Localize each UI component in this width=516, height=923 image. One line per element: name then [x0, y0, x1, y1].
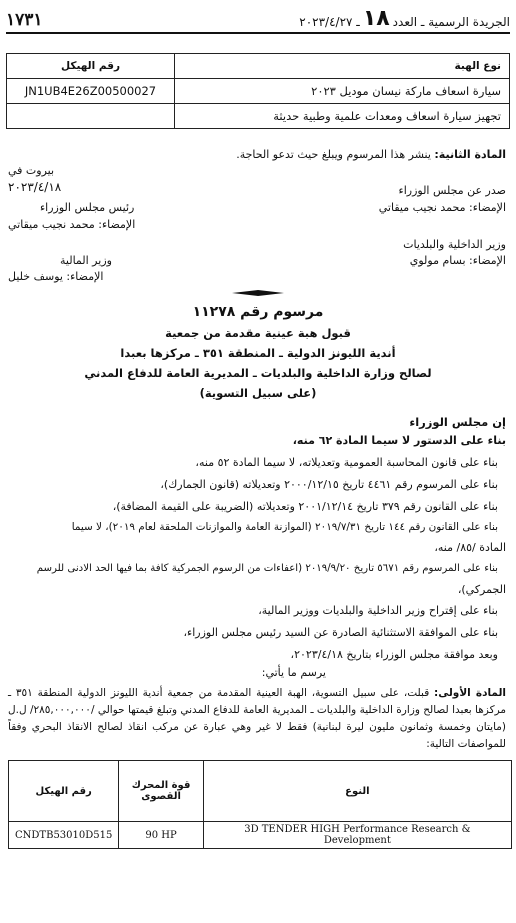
preamble-line: إن مجلس الوزراء: [409, 415, 506, 429]
article-one: [8, 685, 506, 753]
pm-signature: الإمضاء: محمد نجيب ميقاتي: [8, 218, 136, 231]
col-chassis-number: رقم الهيكل: [9, 761, 119, 822]
decree-subtitle-3: لصالح وزارة الداخلية والبلديات ـ المديرية العامة للدفاع المدني: [84, 366, 432, 380]
article-two-text: ينشر هذا المرسوم ويبلغ حيث تدعو الحاجة.: [236, 148, 435, 161]
decree-subtitle-2: أندية الليونز الدولية ـ المنطقة ٣٥١ ـ مركزها بعبدا: [120, 346, 396, 360]
cell-type: 3D TENDER HIGH Performance Research & Development: [203, 822, 511, 849]
preamble-line: بناء على المرسوم رقم ٥٦٧١ تاريخ ٢٠١٩/٩/٢٠ (اعفاءات من الرسوم الجمركية كافة بما فيها الحد الادنى للرسم: [36, 563, 498, 574]
page-number: ١٧٣١: [6, 10, 43, 30]
preamble-line: بناء على المرسوم رقم ٤٤٦١ تاريخ ٢٠٠٠/١٢/١٥ وتعديلاته (قانون الجمارك)،: [160, 478, 498, 491]
preamble-line: بناء على القانون رقم ٣٧٩ تاريخ ٢٠٠١/١٢/١٤ وتعديلاته (الضريبة على القيمة المضافة)،: [112, 500, 498, 513]
cell-chassis: JN1UB4E26Z00500027: [7, 79, 175, 104]
cell-engine-power: 90 HP: [119, 822, 203, 849]
table-row: [7, 104, 510, 129]
article-two-label: المادة الثانية:: [434, 148, 506, 161]
preamble-line: المادة /٨٥/ منه،: [434, 541, 506, 554]
cell-chassis: [7, 104, 175, 129]
pm-title: رئيس مجلس الوزراء: [40, 201, 135, 214]
finance-minister-signature: الإمضاء: يوسف خليل: [8, 270, 104, 283]
col-donation-type: نوع الهبة: [175, 54, 510, 79]
table-row: [9, 822, 512, 849]
interior-minister-signature: الإمضاء: بسام مولوي: [409, 254, 506, 267]
preamble-line: وبعد موافقة مجلس الوزراء بتاريخ ٢٠٢٣/٤/١٨،: [290, 648, 498, 661]
preamble-line: بناء على الموافقة الاستثنائية الصادرة عن السيد رئيس مجلس الوزراء،: [183, 626, 498, 639]
issue-number: ١٨: [362, 6, 390, 31]
gazette-title-block: [299, 6, 510, 32]
preamble-line: بناء على الدستور لا سيما المادة ٦٢ منه،: [292, 434, 506, 447]
cell-chassis: CNDTB53010D515: [9, 822, 119, 849]
cell-type: سيارة اسعاف ماركة نيسان موديل ٢٠٢٣: [175, 79, 510, 104]
decree-subtitle-4: (على سبيل التسوية): [199, 386, 317, 400]
preamble-line: بناء على إقتراح وزير الداخلية والبلديات ووزير المالية،: [258, 604, 498, 617]
table-header-row: [7, 54, 510, 79]
interior-minister-title: وزير الداخلية والبلديات: [403, 238, 506, 251]
cell-type: تجهيز سيارة اسعاف ومعدات علمية وطبية حديثة: [175, 104, 510, 129]
col-chassis-number: رقم الهيكل: [7, 54, 175, 79]
preamble-line: بناء على القانون رقم ١٤٤ تاريخ ٢٠١٩/٧/٣١ (الموازنة العامة والموازنات الملحقة لعام ٢٠١٩)، لا سيما: [71, 521, 498, 533]
decree-subtitle-1: قبول هبة عينية مقدمة من جمعية: [165, 326, 351, 340]
article-two: [236, 148, 506, 161]
page-header: [6, 6, 510, 34]
col-engine-power: قوة المحرك القصوى: [119, 761, 203, 822]
preamble-line: الجمركي)،: [457, 583, 506, 596]
place: بيروت في: [8, 164, 55, 177]
date-value: ٢٠٢٣/٤/١٨: [8, 180, 62, 194]
boat-spec-table: [8, 760, 512, 849]
decree-title: مرسوم رقم ١١٢٧٨: [192, 304, 324, 320]
place-date: [8, 164, 54, 177]
signature-mikati: الإمضاء: محمد نجيب ميقاتي: [378, 201, 506, 214]
donation-table: [6, 53, 510, 129]
table-header-row: [9, 761, 512, 822]
section-divider: [232, 290, 284, 296]
preamble-line: يرسم ما يأتي:: [261, 666, 326, 679]
issued-by: صدر عن مجلس الوزراء: [398, 184, 506, 197]
finance-minister-title: وزير المالية: [60, 254, 112, 267]
article-one-label: المادة الأولى:: [434, 687, 506, 699]
issue-date: ـ ٢٠٢٣/٤/٢٧: [299, 15, 360, 29]
article-one-text: قبلت، على سبيل التسوية، الهبة العينية المقدمة من جمعية أندية الليونز الدولية المنطقة ٣٥١ ـ مركزها بعبدا لصالح وزارة الداخلية والبلديات ـ المديرية العامة للدفاع المدني وتبلغ قيمتها حوالي /٢٨٥,٠٠٠,٠٠٠/ ل.ل (مايتان وخمسة وثمانون مليون ليرة لبنانية) فقط لا غير وهي عبارة عن مركب انقاذ لصالح الانقاذ البحري وفقاً للمواصفات التالية:: [8, 687, 506, 750]
preamble-line: بناء على قانون المحاسبة العمومية وتعديلاته، لا سيما المادة ٥٢ منه،: [195, 456, 498, 469]
col-type: النوع: [203, 761, 511, 822]
table-row: [7, 79, 510, 104]
gazette-title: الجريدة الرسمية ـ العدد: [392, 15, 510, 29]
